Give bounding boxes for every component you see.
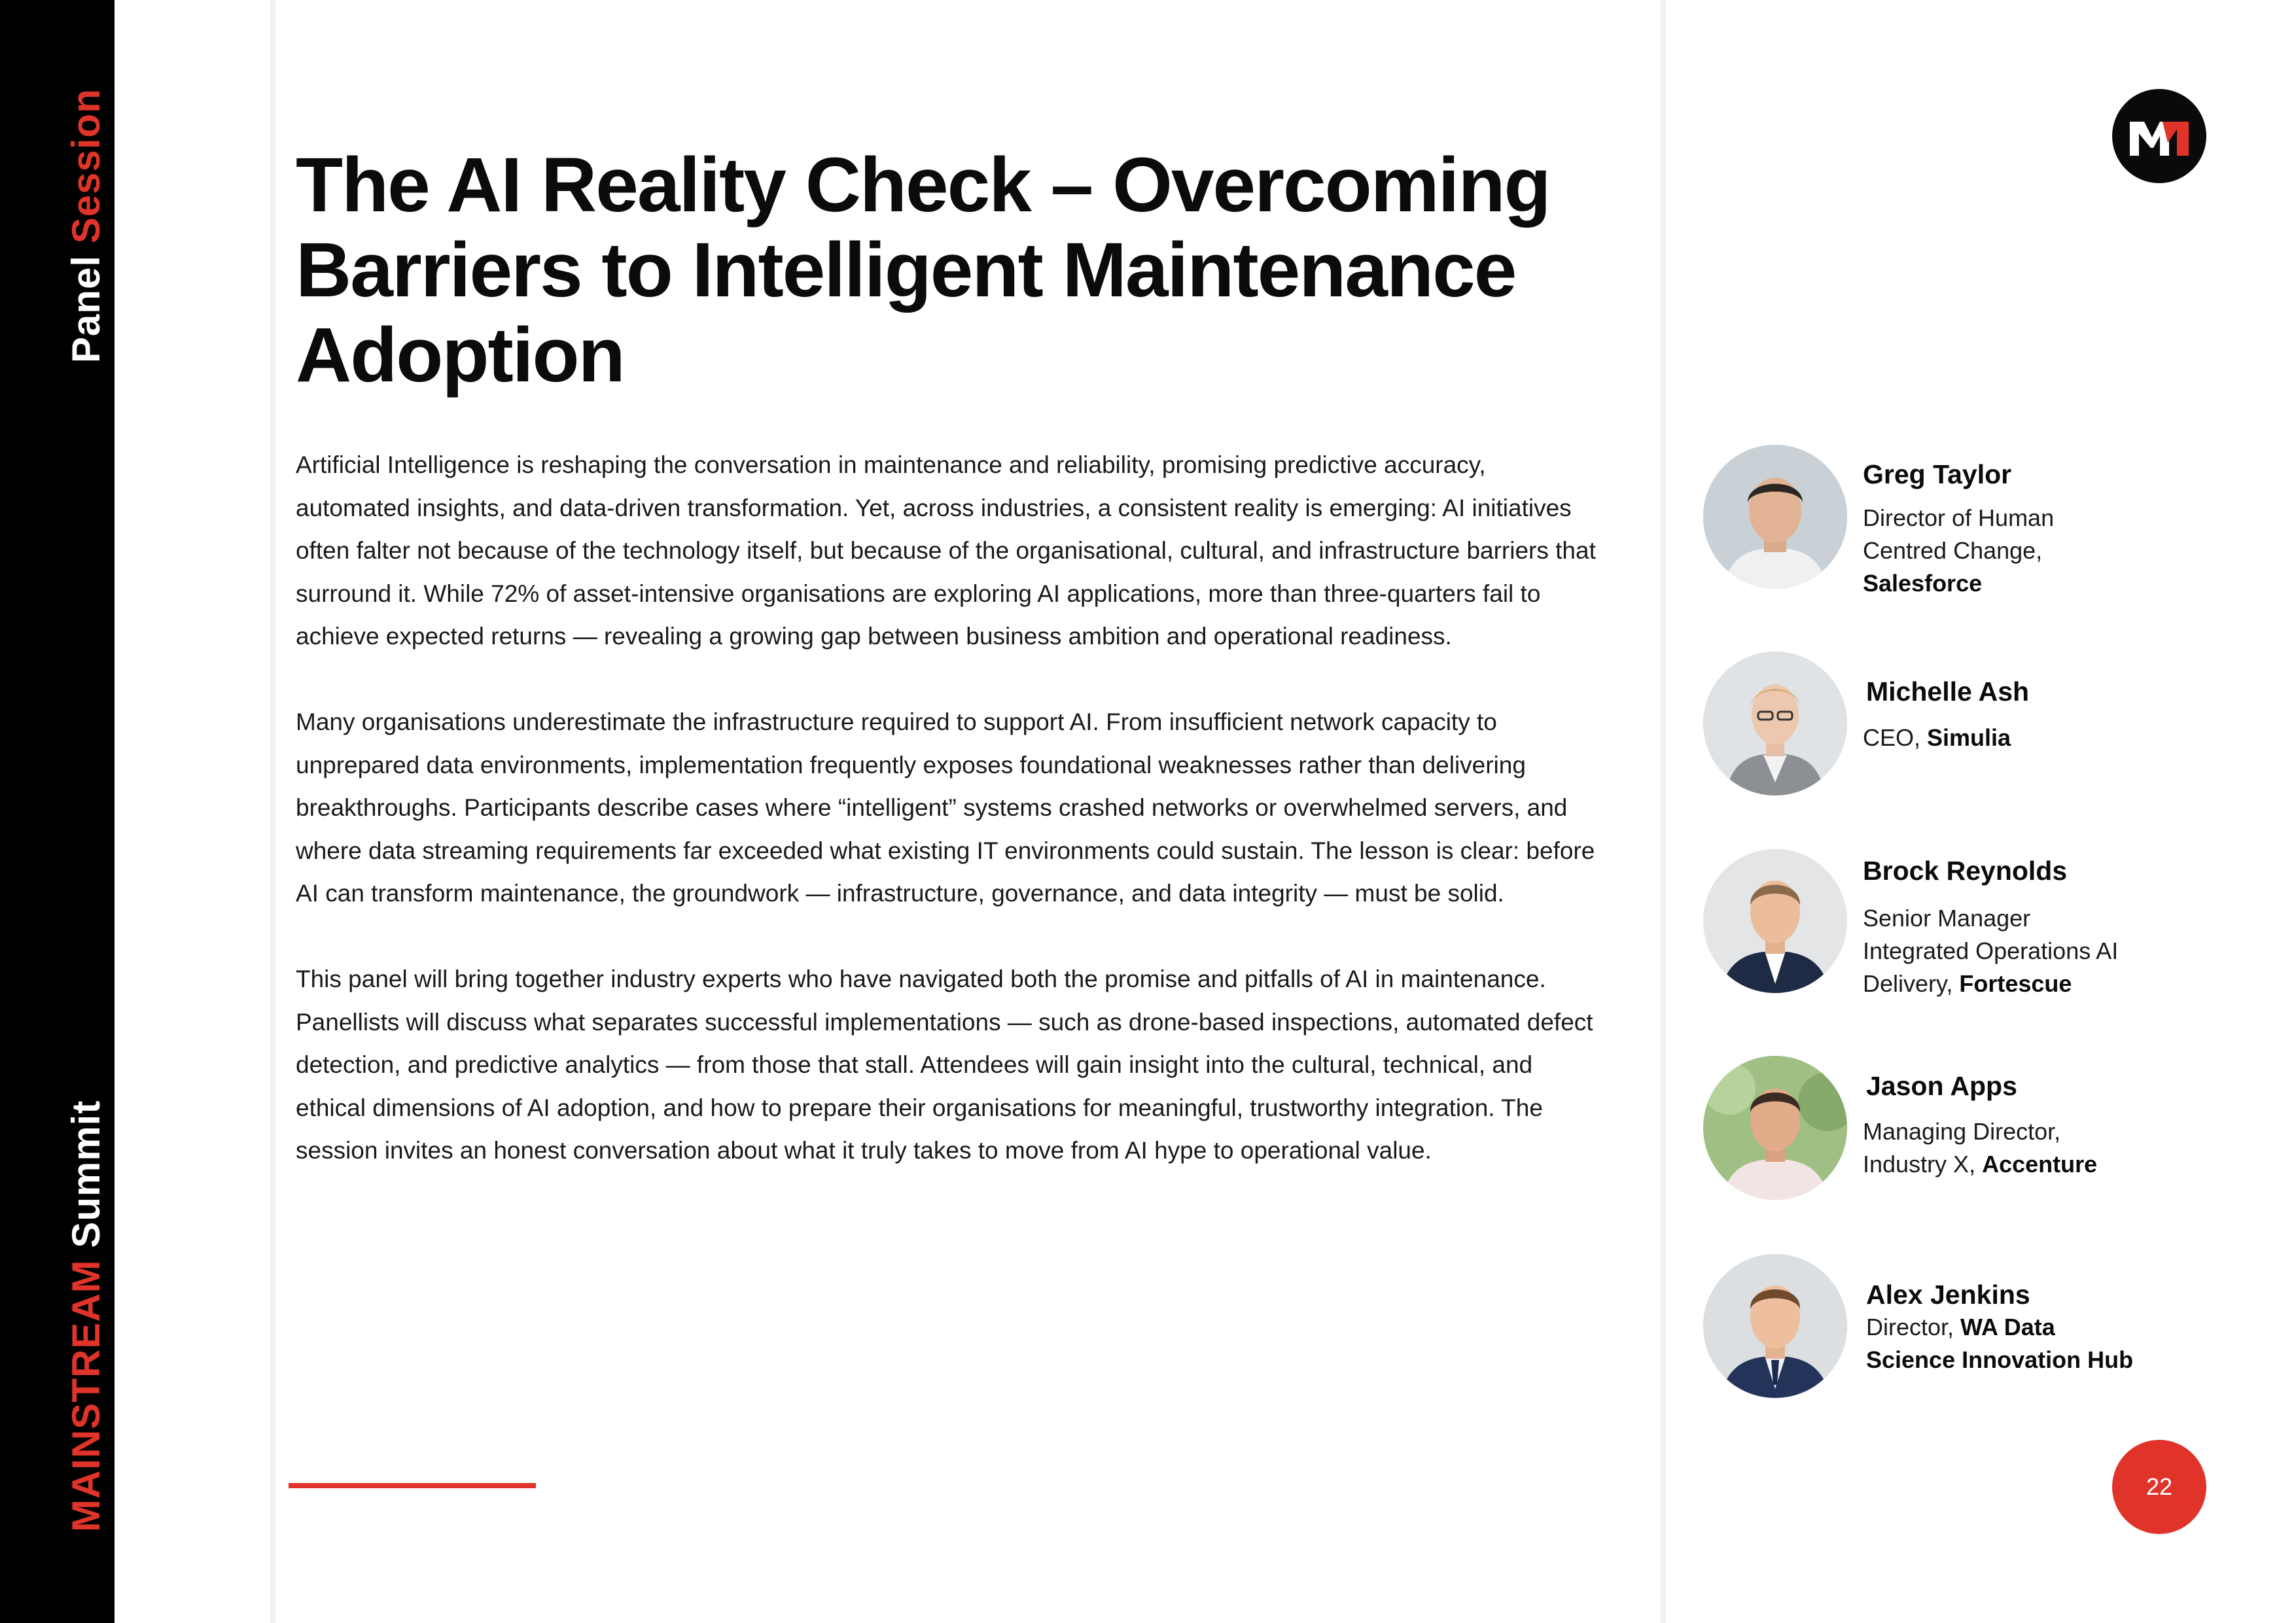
- left-column-divider: [270, 0, 275, 1623]
- speaker-name: Michelle Ash: [1866, 676, 2030, 707]
- paragraph-1: Artificial Intelligence is reshaping the conversation in maintenance and reliability, promising predictive accuracy, automated insights, and data-driven transformation. Yet, across industries, a consistent reality is emerging: AI initiatives often falter not because of the technology itself, but because of the organisational, cultural, and infrastructure barriers that surround it. While 72% of asset-intensive organisations are exploring AI applications, more than three-quarters fail to achieve expected returns — revealing a growing gap between business ambition and operational readiness.: [296, 451, 1596, 650]
- role-line: Centred Change,: [1863, 537, 2043, 564]
- speaker-role: [1863, 722, 2203, 754]
- speaker-name: Jason Apps: [1866, 1071, 2017, 1101]
- speaker-company: Salesforce: [1863, 570, 1983, 597]
- speaker-role: [1863, 1115, 2203, 1181]
- paragraph-3: This panel will bring together industry experts who have navigated both the promise and pitfalls of AI in maintenance. Panellists will discuss what separates successful implementations — such as drone-based inspections, automated defect detection, and predictive analytics — from those that stall. Attendees will gain insight into the cultural, technical, and ethical dimensions of AI adoption, and how to prepare their organisations for meaningful, trustworthy integration. The session invites an honest conversation about what it truly takes to move from AI hype to operational value.: [296, 966, 1593, 1164]
- role-prefix: Industry X,: [1863, 1151, 1983, 1178]
- speaker-photo-jason-apps: [1703, 1056, 1847, 1200]
- role-line: Integrated Operations AI: [1863, 937, 2119, 964]
- speaker-role: [1866, 1311, 2206, 1376]
- speaker-photo-michelle-ash: [1703, 652, 1847, 795]
- speaker-photo-alex-jenkins: [1703, 1254, 1847, 1398]
- mainstream-logo-icon: [2112, 89, 2206, 183]
- panel-session-label: [64, 88, 108, 363]
- speaker-role: [1863, 502, 2203, 600]
- paragraph-2: Many organisations underestimate the infrastructure required to support AI. From insufficient network capacity to unprepared data environments, implementation frequently exposes foundational weaknesses rather than delivering breakthroughs. Participants describe cases where “intelligent” systems crashed networks or overwhelmed servers, and where data streaming requirements far exceeded what existing IT environments could sustain. The lesson is clear: before AI can transform maintenance, the groundwork — infrastructure, governance, and data integrity — must be solid.: [296, 708, 1595, 907]
- role-prefix: CEO,: [1863, 724, 1928, 751]
- sidebar: [0, 0, 115, 1623]
- speaker-company: Fortescue: [1959, 970, 2072, 997]
- mainstream-word: MAINSTREAM: [64, 1259, 108, 1532]
- right-column-divider: [1661, 0, 1666, 1623]
- speaker-name: Greg Taylor: [1863, 459, 2012, 489]
- accent-underline: [289, 1483, 536, 1488]
- page-number: 22: [2146, 1473, 2173, 1500]
- role-line: Senior Manager: [1863, 905, 2031, 932]
- speaker-role: [1863, 902, 2203, 1000]
- speaker-company: Accenture: [1982, 1151, 2098, 1178]
- speaker-photo-brock-reynolds: [1703, 849, 1847, 993]
- panel-word: Panel: [64, 254, 108, 363]
- speaker-company: WA Data: [1960, 1314, 2055, 1340]
- speaker-name: Brock Reynolds: [1863, 856, 2068, 886]
- speaker-company: Simulia: [1927, 724, 2011, 751]
- speaker-company: Science Innovation Hub: [1866, 1346, 2134, 1373]
- role-prefix: Director,: [1866, 1314, 1961, 1340]
- session-description: [296, 444, 1604, 1215]
- page-title: The AI Reality Check – Overcoming Barriers to Intelligent Maintenance Adoption: [296, 142, 1550, 398]
- role-prefix: Delivery,: [1863, 970, 1960, 997]
- summit-word: Summit: [64, 1100, 108, 1248]
- mainstream-summit-label: [64, 1100, 108, 1532]
- session-word: Session: [64, 88, 108, 244]
- speaker-name: Alex Jenkins: [1866, 1280, 2030, 1310]
- role-line: Director of Human: [1863, 504, 2055, 531]
- speaker-photo-greg-taylor: [1703, 445, 1847, 589]
- role-line: Managing Director,: [1863, 1118, 2061, 1145]
- page-number-badge: [2112, 1440, 2206, 1534]
